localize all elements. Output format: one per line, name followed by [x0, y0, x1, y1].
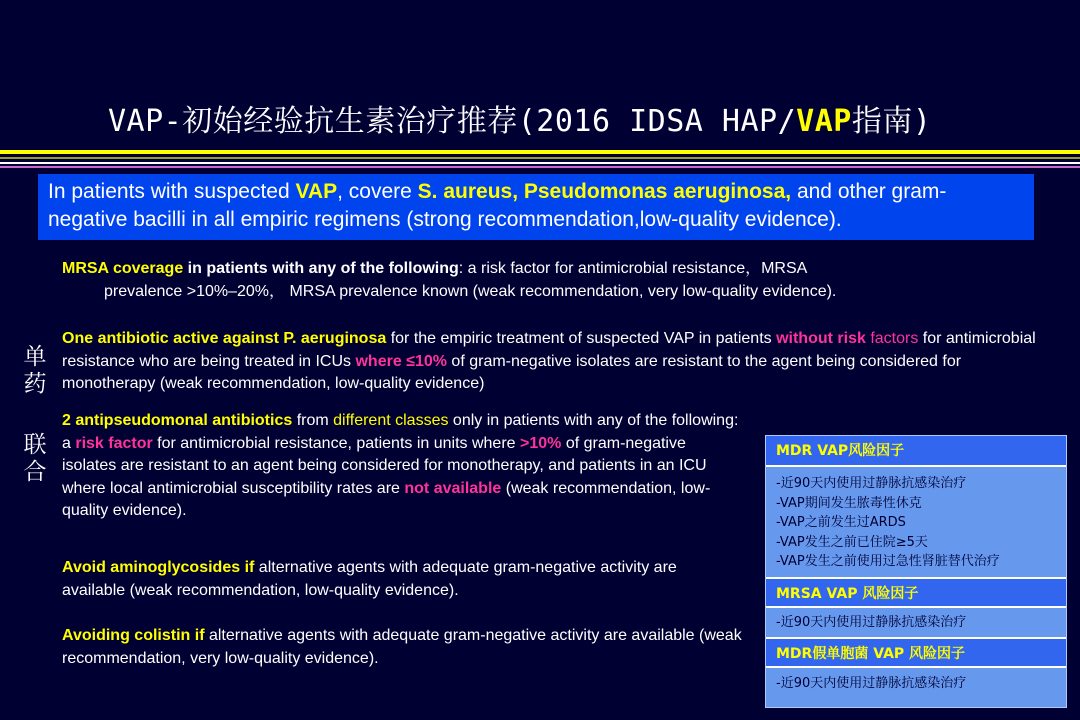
- divider-white: [0, 162, 1080, 164]
- mrsa-recommendation: [62, 258, 1062, 303]
- title-text: VAP-初始经验抗生素治疗推荐(2016 IDSA HAP/: [108, 104, 797, 139]
- aminoglycoside-heading: Avoid aminoglycosides if: [62, 559, 255, 576]
- list-item: -近90天内使用过静脉抗感染治疗: [776, 476, 967, 491]
- box-text: , covere: [337, 180, 418, 203]
- mdr-vap-risk-list: [776, 474, 1066, 572]
- title-highlight: VAP: [796, 104, 852, 139]
- title-suffix: 指南): [851, 104, 932, 139]
- aminoglycoside-recommendation: [62, 557, 712, 602]
- highlight-not-available: not available: [404, 479, 502, 497]
- mrsa-heading: MRSA coverage: [62, 260, 184, 277]
- mdr-pa-vap-risk-list: [776, 674, 1066, 694]
- mrsa-text-indented: prevalence >10%–20%， MRSA prevalence known (weak recommendation, very low-quality evidence).: [104, 282, 837, 300]
- monotherapy-recommendation: [62, 328, 1052, 396]
- monotherapy-text: for the empiric treatment of suspected VAP in patients: [386, 330, 777, 347]
- colistin-recommendation: [62, 625, 742, 670]
- mdr-vap-risk-title: MDR VAP风险因子: [766, 436, 1066, 467]
- box-highlight-pathogens: S. aureus, Pseudomonas aeruginosa,: [417, 180, 792, 203]
- monotherapy-label: [22, 344, 48, 398]
- mrsa-subheading: in patients with any of the following: [183, 260, 459, 277]
- colistin-text: alternative agents with adequate gram-negative activity are available (weak recommendation, very low-quality evidence).: [62, 627, 742, 667]
- monotherapy-text: of gram-negative isolates are resistant to the agent being considered for monotherapy (weak recommendation, low-quality evidence): [62, 352, 962, 392]
- mrsa-vap-risk-title: MRSA VAP 风险因子: [766, 577, 1066, 608]
- combination-text: for antimicrobial resistance, patients in units where: [152, 434, 520, 452]
- box-highlight-vap: VAP: [295, 180, 338, 203]
- list-item: -VAP发生之前使用过急性肾脏替代治疗: [776, 554, 1000, 569]
- box-text: In patients with suspected: [48, 180, 296, 203]
- mrsa-text: : a risk factor for antimicrobial resistance，MRSA: [458, 260, 808, 277]
- list-item: -近90天内使用过静脉抗感染治疗: [776, 676, 967, 691]
- monotherapy-heading: One antibiotic active against P. aeruginosa: [62, 330, 387, 347]
- mdr-pa-vap-risk-title: MDR假单胞菌 VAP 风险因子: [766, 637, 1066, 668]
- label-char: 单: [23, 344, 47, 370]
- combination-text: from: [292, 412, 334, 429]
- mrsa-vap-risk-list: [776, 613, 1066, 633]
- list-item: -VAP之前发生过ARDS: [776, 515, 906, 530]
- slide-title: [108, 96, 1068, 140]
- list-item: -VAP期间发生脓毒性休克: [776, 495, 922, 511]
- box-text: and other gram-negative bacilli in all empiric regimens (strong recommendation,low-quality evidence).: [48, 180, 947, 231]
- label-char: 合: [23, 459, 47, 485]
- monotherapy-text: for antimicrobial resistance who are being treated in ICUs: [62, 330, 1036, 370]
- list-item: -近90天内使用过静脉抗感染治疗: [776, 615, 967, 630]
- highlight-threshold: where ≤10%: [355, 352, 447, 370]
- list-item: -VAP发生之前已住院≥5天: [776, 534, 928, 550]
- divider-yellow: [0, 150, 1080, 154]
- highlight-different-classes: different classes: [333, 412, 449, 429]
- combination-text: of gram-negative isolates are resistant to an agent being considered for monotherapy, and patients in an ICU where local antimicrobial susceptibility rates are: [62, 434, 707, 497]
- divider-olive: [0, 157, 1080, 159]
- highlight-risk-factor: risk factor: [75, 434, 153, 452]
- highlight-without-risk: without risk: [776, 330, 866, 347]
- colistin-heading: Avoiding colistin if: [62, 627, 205, 644]
- highlight-gt10: >10%: [520, 434, 562, 452]
- strong-recommendation-box: [38, 174, 1034, 240]
- label-char: 药: [23, 371, 47, 397]
- risk-factor-panel: [765, 435, 1067, 708]
- combination-text: only in patients with any of the following: a: [62, 412, 739, 452]
- divider-purple: [0, 166, 1080, 168]
- combination-text: (weak recommendation, low-quality evidence).: [62, 479, 711, 519]
- aminoglycoside-text: alternative agents with adequate gram-negative activity are available (weak recommendation, low-quality evidence).: [62, 559, 677, 599]
- combination-heading: 2 antipseudomonal antibiotics: [62, 412, 293, 429]
- label-char: 联: [23, 432, 47, 458]
- highlight-factors: factors: [870, 330, 919, 347]
- combination-recommendation: [62, 410, 742, 523]
- combination-label: [22, 432, 48, 486]
